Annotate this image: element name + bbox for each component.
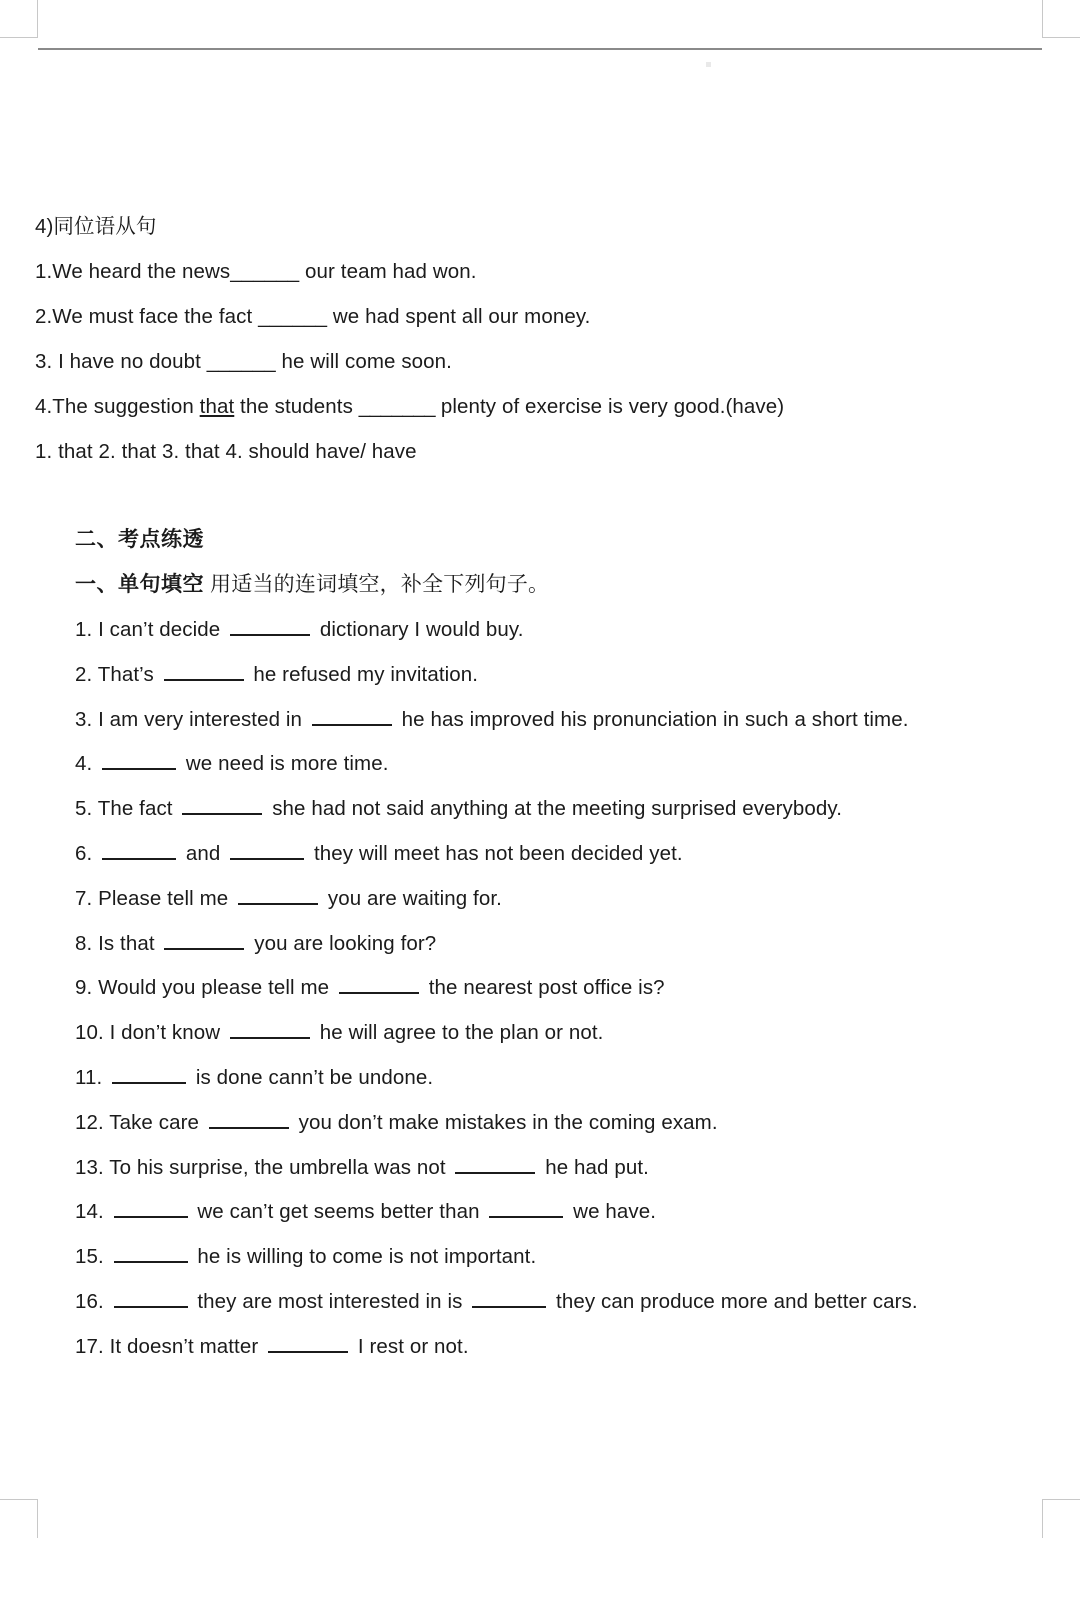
question-text-after: he has improved his pronunciation in such a short time. [395, 707, 909, 731]
question-number: 6. [75, 841, 99, 865]
question-text-before: Would you please tell me [98, 976, 335, 1000]
drill-section [0, 518, 1080, 1370]
question-item [75, 877, 1080, 922]
question-text-before: I can’t decide [98, 618, 227, 641]
question-text-after: I rest or not. [352, 1334, 469, 1358]
question-text-after: the nearest post office is? [422, 976, 665, 1000]
review-item-3: 3. I have no doubt ______ he will come soon. [35, 350, 452, 373]
header-divider [38, 48, 1042, 50]
question-item [75, 1325, 1080, 1370]
question-text-after: he had put. [539, 1155, 649, 1179]
drill-subsection-label: 一、单句填空 [75, 573, 204, 596]
question-text-before: Take care [109, 1110, 205, 1134]
answer-blank[interactable] [455, 1152, 535, 1173]
question-text-after: dictionary I would buy. [314, 618, 524, 641]
answer-blank[interactable] [164, 659, 244, 680]
question-text-before: The fact [97, 797, 179, 821]
question-text-middle: they are most interested in is [191, 1289, 469, 1313]
question-text-before: I don’t know [109, 1021, 226, 1045]
question-number: 13. [75, 1155, 110, 1179]
question-text-after: he refused my invitation. [247, 662, 479, 686]
drill-section-title: 二、考点练透 [75, 528, 204, 551]
question-number: 3. [75, 707, 99, 731]
question-number: 12. [75, 1110, 110, 1134]
question-text-after: they can produce more and better cars. [550, 1289, 918, 1313]
drill-subsection-heading [75, 562, 1080, 608]
question-number: 2. [75, 662, 98, 686]
question-text-after: you don’t make mistakes in the coming exam. [292, 1110, 718, 1134]
review-item-4-blank: _______ [358, 395, 436, 418]
question-text-after: you are looking for? [248, 931, 437, 955]
question-text-after: she had not said anything at the meeting surprised everybody. [266, 797, 843, 821]
review-item-4 [35, 384, 1080, 429]
answer-blank[interactable] [238, 883, 318, 904]
review-item-4-before: 4.The suggestion [35, 395, 200, 418]
question-text-after: they will meet has not been decided yet. [308, 841, 683, 865]
drill-subsection-instruction: 用适当的连词填空，补全下列句子。 [210, 573, 550, 596]
question-number: 16. [75, 1289, 110, 1313]
header-artifact-dot [706, 62, 711, 67]
answer-blank[interactable] [230, 615, 310, 636]
question-number: 11. [75, 1065, 109, 1089]
answer-blank[interactable] [102, 749, 176, 770]
question-text-before: That’s [97, 662, 160, 686]
question-text-middle: we can’t get seems better than [191, 1200, 486, 1224]
answer-blank-2[interactable] [472, 1286, 546, 1307]
question-item [75, 922, 1080, 967]
question-item [75, 698, 1080, 743]
answer-blank[interactable] [114, 1197, 188, 1218]
review-item-1: 1.We heard the news______ our team had won. [35, 260, 477, 283]
question-item [75, 1235, 1080, 1280]
question-number: 8. [75, 931, 99, 955]
question-number: 17. [75, 1334, 110, 1358]
question-item [75, 1101, 1080, 1146]
question-text-after: you are waiting for. [322, 886, 502, 910]
review-item-4-middle: the students [234, 395, 359, 418]
question-text-after: we need is more time. [180, 752, 389, 776]
question-text-before: Please tell me [98, 886, 235, 910]
question-number: 10. [75, 1021, 110, 1045]
question-item [75, 832, 1080, 877]
answer-blank[interactable] [164, 928, 244, 949]
review-answers: 1. that 2. that 3. that 4. should have/ have [35, 440, 417, 463]
question-text-after: he is willing to come is not important. [191, 1245, 537, 1269]
question-number: 5. [75, 797, 98, 821]
question-number: 9. [75, 976, 99, 1000]
review-item-4-after: plenty of exercise is very good.(have) [435, 395, 785, 418]
document-body [0, 204, 1080, 1370]
question-text-after: we have. [567, 1200, 657, 1224]
answer-blank[interactable] [114, 1242, 188, 1263]
answer-blank[interactable] [230, 1018, 310, 1039]
question-item [75, 1011, 1080, 1056]
question-item [75, 1190, 1080, 1235]
answer-blank[interactable] [112, 1063, 186, 1084]
answer-blank-2[interactable] [230, 839, 304, 860]
question-text-before: I am very interested in [98, 707, 308, 731]
question-number: 7. [75, 886, 99, 910]
question-text-before: To his surprise, the umbrella was not [109, 1155, 452, 1179]
answer-blank[interactable] [114, 1286, 188, 1307]
question-number: 14. [75, 1200, 110, 1224]
question-text-middle: and [180, 841, 227, 865]
question-item [75, 1056, 1080, 1101]
answer-blank[interactable] [268, 1331, 348, 1352]
answer-blank[interactable] [312, 704, 392, 725]
question-item [75, 966, 1080, 1011]
question-item [75, 742, 1080, 787]
question-number: 1. [75, 618, 99, 641]
question-text-before: Is that [98, 931, 161, 955]
question-text-before: It doesn’t matter [109, 1334, 265, 1358]
answer-blank-2[interactable] [489, 1197, 563, 1218]
question-list [75, 608, 1080, 1370]
review-heading: 4)同位语从句 [35, 215, 157, 238]
question-text-after: he will agree to the plan or not. [314, 1021, 604, 1045]
question-item [75, 787, 1080, 832]
question-item [75, 608, 1080, 653]
question-item [75, 1280, 1080, 1325]
review-item-4-underlined-word: that [199, 395, 235, 418]
review-item-2: 2.We must face the fact ______ we had spent all our money. [35, 305, 591, 328]
answer-blank[interactable] [209, 1107, 289, 1128]
question-item [75, 1146, 1080, 1191]
crop-mark-bottom-left [0, 1499, 38, 1538]
answer-blank[interactable] [339, 973, 419, 994]
crop-mark-top-left [0, 0, 38, 38]
answer-blank[interactable] [102, 839, 176, 860]
question-number: 15. [75, 1245, 110, 1269]
question-text-after: is done cann’t be undone. [190, 1065, 434, 1089]
crop-mark-top-right [1042, 0, 1080, 38]
question-number: 4. [75, 752, 99, 776]
crop-mark-bottom-right [1042, 1499, 1080, 1538]
answer-blank[interactable] [182, 794, 262, 815]
review-section [0, 204, 1080, 474]
question-item [75, 653, 1080, 698]
